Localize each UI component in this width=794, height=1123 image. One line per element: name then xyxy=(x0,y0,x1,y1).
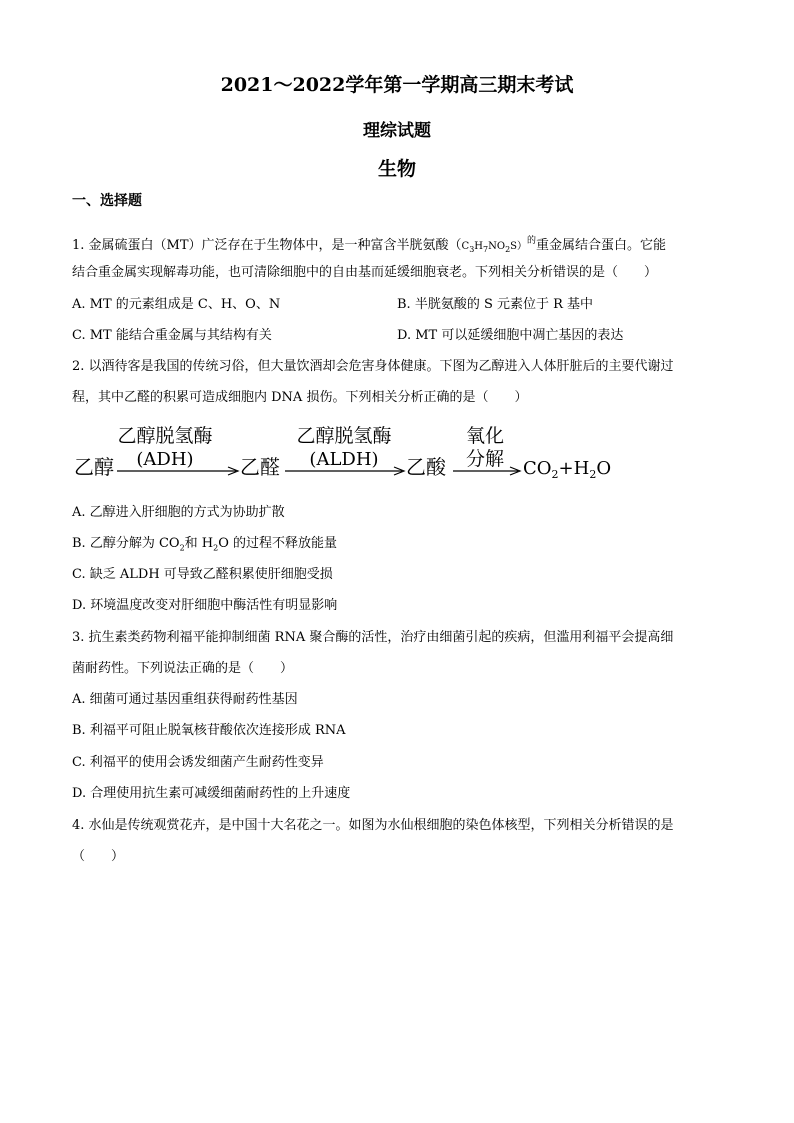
q3-option-c: C. 利福平的使用会诱发细菌产生耐药性变异 xyxy=(72,755,324,770)
q2-option-b-mid: 和 H xyxy=(184,536,214,551)
exam-subtitle: 理综试题 xyxy=(363,121,431,141)
q1-option-d: D. MT 可以延缓细胞中凋亡基因的表达 xyxy=(397,328,624,343)
q2-option-b-sub2: 2 xyxy=(213,543,219,553)
acetaldehyde-label: 乙醛 xyxy=(240,455,280,479)
q3-option-b: B. 利福平可阻止脱氧核苷酸依次连接形成 RNA xyxy=(72,723,346,738)
q3-option-d: D. 合理使用抗生素可减缓细菌耐药性的上升速度 xyxy=(72,786,351,801)
q2-option-b-pre: B. 乙醇分解为 CO xyxy=(72,536,180,551)
q2-stem-line1: 2. 以酒待客是我国的传统习俗，但大量饮酒却会危害身体健康。下图为乙醇进入人体肝脏后的主要代谢过 xyxy=(72,359,674,374)
acetic-acid-label: 乙酸 xyxy=(406,455,446,479)
section-heading: 一、选择题 xyxy=(72,193,142,209)
enzyme1-abbr: (ADH) xyxy=(136,449,194,470)
product-sub-2b: 2 xyxy=(589,468,597,481)
formula-h: H xyxy=(474,241,484,252)
exam-title: 2021～2022学年第一学期高三期末考试 xyxy=(220,74,574,96)
formula-sub-7: 7 xyxy=(483,245,489,254)
q1-option-a: A. MT 的元素组成是 C、H、O、N xyxy=(72,297,281,312)
q2-option-a: A. 乙醇进入肝细胞的方式为协助扩散 xyxy=(72,505,285,520)
q1-stem-line2: 结合重金属实现解毒功能，也可清除细胞中的自由基而延缓细胞衰老。下列相关分析错误的是（ ） xyxy=(72,265,658,280)
q1-option-c: C. MT 能结合重金属与其结构有关 xyxy=(72,328,272,343)
formula-sub-2: 2 xyxy=(505,245,511,254)
q2-option-c: C. 缺乏 ALDH 可导致乙醛积累使肝细胞受损 xyxy=(72,567,333,582)
product-plus-h: +H xyxy=(558,458,590,479)
formula-s: S） xyxy=(510,241,528,252)
q2-option-d: D. 环境温度改变对肝细胞中酶活性有明显影响 xyxy=(72,598,338,613)
q2-option-b-post: O 的过程不释放能量 xyxy=(218,536,338,551)
ethanol-metabolism-diagram xyxy=(72,418,632,488)
product-o: O xyxy=(596,458,612,479)
formula-sub-3: 3 xyxy=(469,245,475,254)
cysteine-formula xyxy=(462,241,527,252)
q2-option-b xyxy=(72,535,337,558)
q3-option-a: A. 细菌可通过基因重组获得耐药性基因 xyxy=(72,692,298,707)
q1-stem-text: 1. 金属硫蛋白（MT）广泛存在于生物体中，是一种富含半胱氨酸（ xyxy=(72,238,462,253)
formula-c: C xyxy=(461,241,470,252)
q4-stem-line2: （ ） xyxy=(72,849,125,864)
q4-stem-line1: 4. 水仙是传统观赏花卉，是中国十大名花之一。如图为水仙根细胞的染色体核型，下列相关分析错误的是 xyxy=(72,818,674,833)
q1-stem-text-end: 重金属结合蛋白。它能 xyxy=(536,238,667,253)
q3-stem-line1: 3. 抗生素类药物利福平能抑制细菌 RNA 聚合酶的活性，治疗由细菌引起的疾病，但滥用利福平会提高细 xyxy=(72,630,674,645)
q3-stem-line2: 菌耐药性。下列说法正确的是（ ） xyxy=(72,661,294,676)
products-label xyxy=(523,458,611,481)
formula-no: NO xyxy=(488,241,506,252)
decomposition-label: 分解 xyxy=(465,448,505,470)
ethanol-label: 乙醇 xyxy=(74,455,114,479)
q2-option-b-sub1: 2 xyxy=(179,543,185,553)
subject-title: 生物 xyxy=(377,158,416,180)
q1-stem-line1 xyxy=(72,232,666,259)
enzyme2-abbr: (ALDH) xyxy=(309,449,379,470)
product-sub-2: 2 xyxy=(551,468,559,481)
enzyme1-label: 乙醇脱氢酶 xyxy=(117,425,213,447)
oxidation-label: 氧化 xyxy=(465,425,505,447)
product-co: CO xyxy=(523,458,552,479)
q1-option-b: B. 半胱氨酸的 S 元素位于 R 基中 xyxy=(397,297,594,312)
enzyme2-label: 乙醇脱氢酶 xyxy=(296,425,392,447)
q2-stem-line2: 程，其中乙醛的积累可造成细胞内 DNA 损伤。下列相关分析正确的是（ ） xyxy=(72,390,528,405)
q1-sup-de: 的 xyxy=(527,236,537,246)
